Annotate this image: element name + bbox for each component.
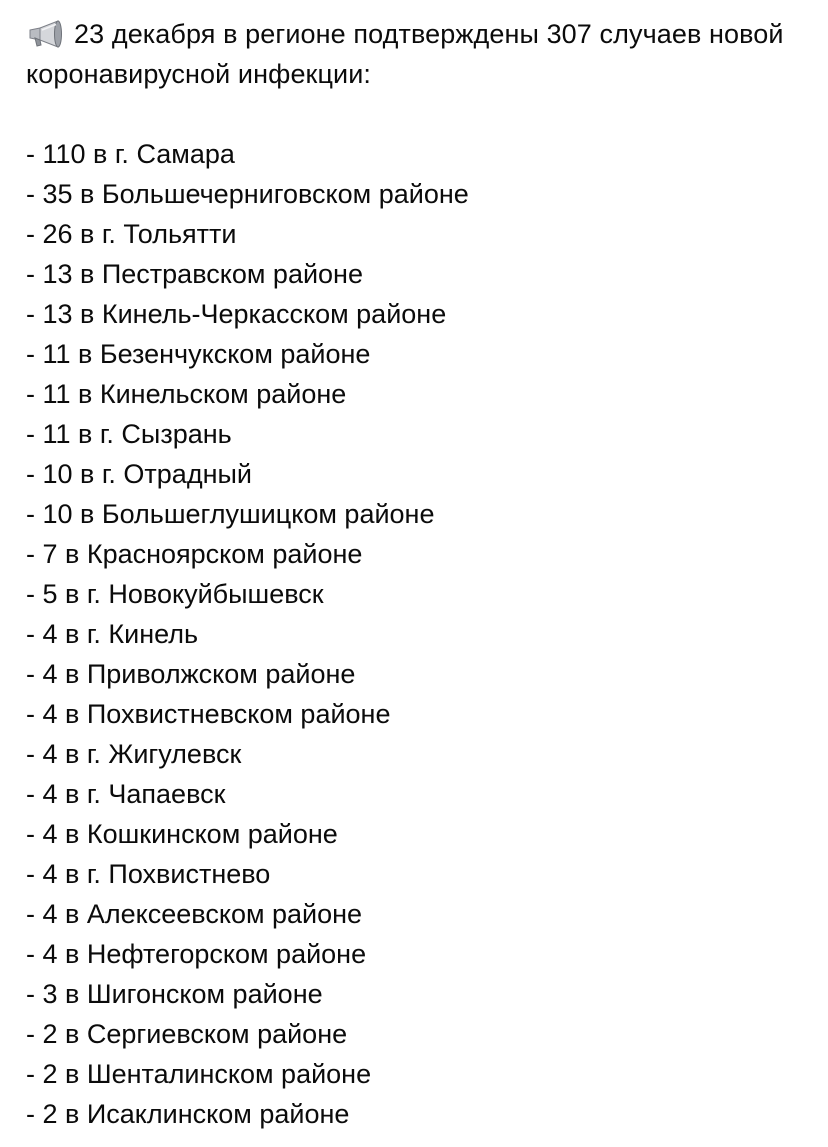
list-item: - 10 в г. Отрадный [26, 459, 252, 489]
list-item: - 13 в Кинель-Черкасском районе [26, 299, 447, 329]
post-headline [26, 14, 816, 94]
list-item: - 4 в г. Похвистнево [26, 859, 271, 889]
list-item: - 4 в Приволжском районе [26, 659, 356, 689]
list-item: - 2 в Сергиевском районе [26, 1019, 348, 1049]
list-item: - 4 в г. Чапаевск [26, 779, 226, 809]
megaphone-icon [26, 19, 66, 49]
list-item: - 4 в г. Кинель [26, 619, 199, 649]
list-item: - 13 в Пестравском районе [26, 259, 363, 289]
list-item: - 2 в Исаклинском районе [26, 1099, 350, 1129]
list-item: - 26 в г. Тольятти [26, 219, 237, 249]
list-item: - 7 в Красноярском районе [26, 539, 363, 569]
list-item: - 10 в Большеглушицком районе [26, 499, 435, 529]
list-item: - 11 в Кинельском районе [26, 379, 347, 409]
blank-line [26, 94, 816, 134]
list-item: - 4 в Нефтегорском районе [26, 939, 367, 969]
list-item: - 11 в Безенчукском районе [26, 339, 371, 369]
list-item: - 4 в Похвистневском районе [26, 699, 391, 729]
post-text [26, 14, 816, 1134]
list-item: - 4 в Кошкинском районе [26, 819, 338, 849]
list-item: - 35 в Большечерниговском районе [26, 179, 469, 209]
case-list [26, 134, 816, 1134]
list-item: - 110 в г. Самара [26, 139, 235, 169]
list-item: - 2 в Шенталинском районе [26, 1059, 372, 1089]
list-item: - 4 в г. Жигулевск [26, 739, 242, 769]
list-item: - 5 в г. Новокуйбышевск [26, 579, 324, 609]
headline-text: 23 декабря в регионе подтверждены 307 случаев новой коронавирусной инфекции: [26, 19, 784, 89]
list-item: - 4 в Алексеевском районе [26, 899, 363, 929]
list-item: - 3 в Шигонском районе [26, 979, 323, 1009]
list-item: - 11 в г. Сызрань [26, 419, 232, 449]
